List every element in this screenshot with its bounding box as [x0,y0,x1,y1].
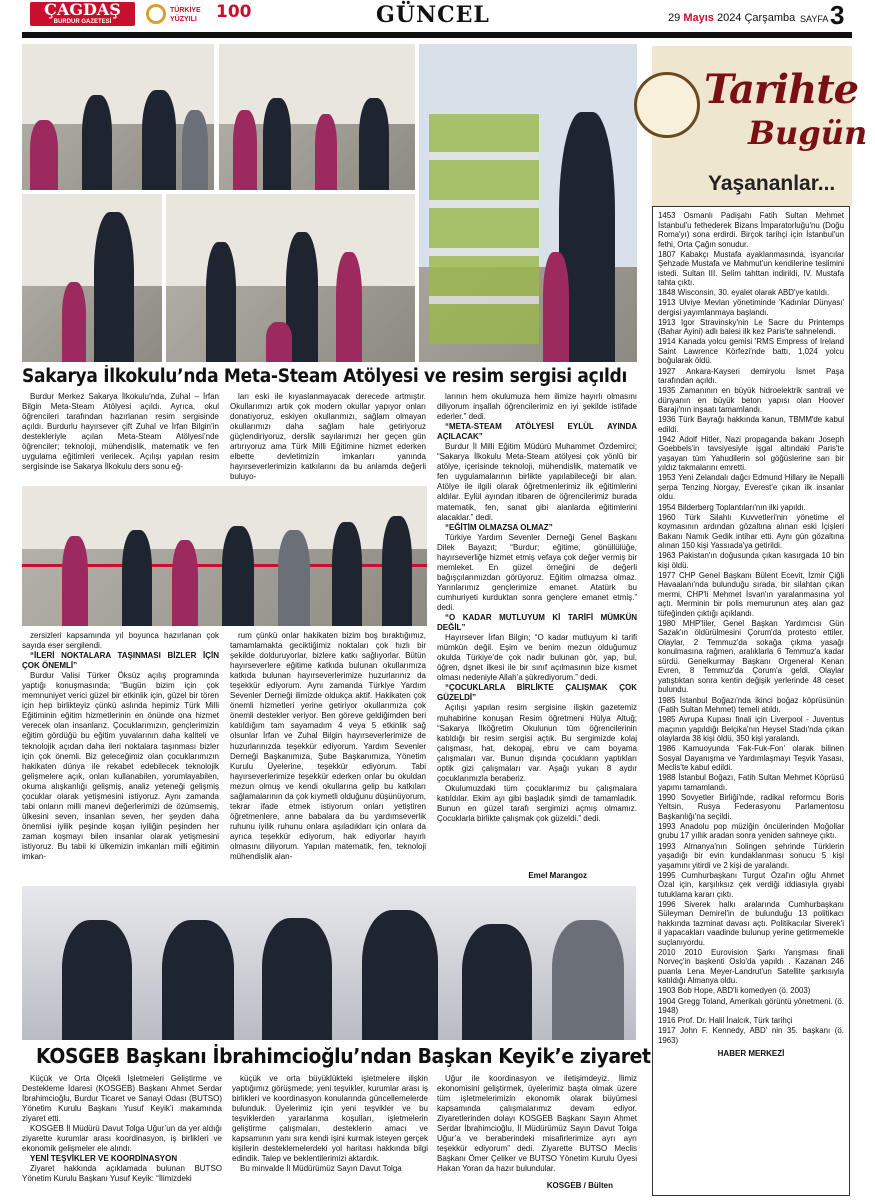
history-event: 1960 Türk Silahlı Kuvvetleri'nin yönetime el koymasının ardından gözaltına alınan eski İçişleri Bakanı Namık Gedik intihar etti. Aynı gün gözaltına alınan 150 kişi Yassıada'ya getirildi. [658,512,844,551]
history-event: 1807 Kabakçı Mustafa ayaklanmasında, isyancılar Şehzade Mustafa ve Mahmut'un kendilerine teslimini istedi. Sultan III. Selim tahttan indirildi, IV. Mustafa tahta çıktı. [658,249,844,288]
history-event: 1953 Yeni Zelandalı dağcı Edmund Hillary ile Nepalli şerpa Tenzing Norgay, Everest'e çıkan ilk insanlar oldu. [658,473,844,502]
history-event: 1935 Zamanının en büyük hidroelektrik santrali ve dünyanın en büyük beton yapısı olan Hoover Barajı'nın inşaatı tamamlandı. [658,386,844,415]
sidebar-title-line1: Tarihte [704,66,859,113]
page-label: SAYFA [800,14,829,24]
photo-ribbon-cutting [22,486,427,626]
history-event: 1963 Pakistan'ın doğusunda çıkan kasırgada 10 bin kişi öldü. [658,551,844,570]
article2-column-3 [437,1074,637,1186]
article1-lower-column-2 [230,631,426,883]
history-event: 1913 Igor Stravinsky'nin Le Sacre du Printemps (Bahar Ayini) adlı balesi ilk kez Paris'te sahnelendi. [658,317,844,337]
history-event: 1942 Adolf Hitler, Nazi propaganda bakanı Joseph Goebbels'in tavsiyesiyle işgal altındaki Paris'te yaşayan tüm Yahudilerin sol göğüslerine sarı bir yıldız takmalarını emretti. [658,434,844,473]
paragraph: Okulumuzdaki tüm çocuklarımız bu çalışmalara katıldılar. Ekim ayı gibi başladık şimdi de tamamladık. Bunun en güzel tarafı sergimizi açmış olmamız. Çocuklarla birlikte çalışmak çok güzeldi.” dedi. [437,783,637,823]
history-event: 1993 Anadolu pop müziğin öncülerinden Moğollar grubu 17 yıllık aradan sonra yeniden sahneye çıktı. [658,821,844,841]
section-title: GÜNCEL [376,2,490,28]
turkiye-yuzyili-emblem-icon [146,4,166,24]
history-event: 1927 Ankara-Kayseri demiryolu İsmet Paşa tarafından açıldı. [658,366,844,386]
turkiye-yuzyili-logo: TÜRKİYE YÜZYILI [146,2,208,28]
history-event: 1903 Bob Hope, ABD'li komedyen (ö. 2003) [658,986,811,996]
paragraph: KOSGEB İl Müdürü Davut Tolga Uğur’un da yer aldığı ziyarette kurumlar arası koordinasyon, iş birlikleri ve ekonomik gelişmeler ele alındı. [22,1124,222,1154]
paragraph: Ziyaret hakkında açıklamada bulunan BUTSO Yönetim Kurulu Başkanı Yusuf Keyik: “İlimizdeki [22,1164,222,1184]
article2-column-2 [232,1074,428,1196]
article-headline-kosgeb: KOSGEB Başkanı İbrahimcioğlu’ndan Başkan Keyik’e ziyaret [36,1044,651,1068]
paragraph: Burdur Valisi Türker Öksüz açılış programında yaptığı konuşmasında; “Bugün bizim için çok memnuniyet verici güzel bir etkinlik için, güzel bir tören için hep birlikteyiz çünkü aslında hepimiz Türk Milli Eğitiminin eğitim hizmetlerinin en önünde ona hizmet verecek olan insanlarız. Çocuklarımızın, gençlerimizin eğitim gördüğü bu eğitim yuvalarının daha kaliteli ve teknolojik açıdan daha ileri noktalara taşınması bizler için çok önemli. Biz geleceğimiz olan çocuklarımızın hakikaten dünya ile rekabet edebilecek teknolojik gelişmelere açık, onları kullanabilen, yorumlayabilen, okuma alışkanlığı gelişmiş, analiz yeteneği gelişmiş çocuklar olarak yetişmesini istiyoruz. Aynı zamanda tabi onların milli manevi değerlerimizi de özümsemiş, ülkesini seven, insanları seven, her şeyden daha önemlisi iyilik peşinde koşan iyiliğin peşinden her zaman koşmayı bilen insanlar olarak yetişmesini istiyoruz. Bu tabii ki ülkemizin imkanları milli eğitimin imkan- [22,671,219,862]
history-event: 1917 John F. Kennedy, ABD' nin 35. başkanı (ö. 1963) [658,1026,844,1045]
subheading: YENİ TEŞVİKLER VE KOORDİNASYON [30,1154,178,1164]
history-event: 1993 Almanya'nın Solingen şehrinde Türklerin yaşadığı bir evin kundaklanması sonucu 5 kişi yaşamını yitirdi ve 2 kişi de yaralandı. [658,841,844,870]
article1-column-1 [22,392,219,482]
history-event: 1913 Ulviye Mevlan yönetiminde 'Kadınlar Dünyası' dergisi yayımlanmaya başlandı. [658,298,844,317]
sidebar-header [652,46,868,206]
100-year-logo: 100 [216,2,252,22]
paragraph: Burdur İl Milli Eğitim Müdürü Muhammet Özdemirci; “Sakarya İlkokulu Meta-Steam atölyesi çok yönlü bir atölye, içerisinde teknoloji, mühendislik, matematik ve fen uygulamalarının birlikte yapılabileceği bir alan. Atölye ile ilgili olarak öğretmenlerimiz ilk eğitimlerini aldılar. Eylül ayından itibaren de öğrencilerimiz burada matematik, fen, sanat gibi alanlarda eğitimlerini alacaklar.” dedi. [437,442,637,522]
subheading: “META-STEAM ATÖLYESİ EYLÜL AYINDA AÇILACAK” [437,422,637,442]
history-event: 1995 Cumhurbaşkanı Turgut Özal'ın oğlu Ahmet Özal için, karşılıksız çek verdiği iddiasıyla gıyabi tutuklama kararı çıktı. [658,870,844,899]
photo-art-exhibition [419,44,637,362]
history-event: 1980 MHP'liler, Genel Başkan Yardımcısı Gün Sazak'ın öldürülmesini Çorum'da protesto ettiler. Olaylar, 2 Temmuz'da sokağa çıkma yasağı konulmasına rağmen, aralıklarla 6 Temmuz'a kadar sürdü. Genelkurmay Başkanı Orgeneral Kenan Evren, 8 Temmuz'da Çorum'a geldi. Olaylar yatıştıktan sonra kentin değişik yerlerinde 48 ceset bulundu. [658,618,844,695]
subheading: “O KADAR MUTLUYUM Kİ TARİFİ MÜMKÜN DEĞİL” [437,613,637,633]
page-number: 3 [830,0,845,30]
article1-lower-column-1 [22,631,219,883]
history-event: 1916 Prof. Dr. Halil İnalcık, Türk tarihçi [658,1016,793,1026]
article-headline-sakarya: Sakarya İlkokulu’nda Meta-Steam Atölyesi ve resim sergisi açıldı [22,366,628,387]
paragraph: Hayırsever İrfan Bilgin; “O kadar mutluyum ki tarifi mümkün değil. Eşim ve benim mezun olduğumuz okulda Türkiye’de çok nadir bulunan gör, yap, bul, öğren, dşnet ilkesi ile bir sınıf açılmasının bize kısmet olması nedeniyle Allah’a şükrediyorum.” dedi. [437,633,637,683]
history-event: 1848 Wisconsin, 30. eyalet olarak ABD'ye katıldı. [658,288,830,298]
paragraph: Açılışı yapılan resim sergisine ilişkin gazetemiz muhabirine konuşan Resim öğretmeni Hülya Altuğ; “Sakarya İlköğretim Okulunun tüm öğrencilerinin katıldığı bir resim sergisi açtık. Bu sergimizde kolaj çalışması, hat, dekopaj, ebru ve cam boyama çalışmaları var. Bunun dışında çocukların yaptıkları optik gizi çalışmaları var. Aşağı yukarı 8 aydır çocuklarımızla beraberiz. [437,703,637,783]
sidebar-title-line2: Bugün [748,114,868,152]
paragraph: Bu minvalde İl Müdürümüz Sayın Davut Tolga [240,1164,402,1174]
subheading: “İLERİ NOKTALARA TAŞINMASI BİZLER İÇİN ÇOK ÖNEMLİ” [22,651,219,671]
history-event: 1936 Türk Bayrağı hakkında kanun, TBMM'de kabul edildi. [658,415,844,434]
article2-column-1 [22,1074,222,1196]
paragraph: ları eski ile kıyaslanmayacak derecede artmıştır. Okullarımızı artık çok modern okullar yapıyor onları donatıyoruz, eskiyen okullarımızı, sağlam olmayan okullarımızı daha sağlam hale getiriyoruz güçlendiriyoruz, derslik sayılarımızı her geçen gün artırıyoruz ama Türk Milli Eğitimine hizmet ederken elbette devletimizin imkanları yanında hayırseverlerimizin katkılarını da bu anlamda değerli buluyo- [230,392,426,482]
photo-kosgeb-visit [22,886,636,1040]
history-event: 1914 Kanada yolcu gemisi 'RMS Empress of Ireland Saint Lawrence Körfezi'nde battı, 1,024 yolcu boğularak öldü. [658,337,844,366]
article1-column-2 [230,392,426,482]
clock-icon [634,72,700,138]
subheading: “ÇOCUKLARLA BİRLİKTE ÇALIŞMAK ÇOK GÜZELDİ” [437,683,637,703]
issue-date: 29 Mayıs 2024 Çarşamba [668,12,796,24]
history-event: 1954 Bilderberg Toplantıları'nın ilki yapıldı. [658,502,806,512]
history-events-list [652,206,850,1196]
article2-byline: KOSGEB / Bülten [546,1181,613,1190]
article1-column-3 [437,392,637,872]
history-event: 1985 Avrupa Kupası finali için Liverpool - Juventus maçının yapıldığı Belçika'nın Heysel Stadı'nda çıkan olaylarda 38 kişi öldü, 350 kişi yaralandı. [658,715,844,744]
history-event: 1985 İstanbul Boğazı'nda ikinci boğaz köprüsünün (Fatih Sultan Mehmet) temeli atıldı. [658,695,844,714]
paragraph: zersizleri kapsamında yıl boyunca hazırlanan çok sayıda eser sergilendi. [22,631,219,651]
paragraph: Türkiye Yardım Sevenler Derneği Genel Başkanı Dilek Bayazıt; “Burdur; eğitime, gönüllülüğe, hayırseverliğe hizmet etmiş vefaya çok değer vermiş bir memleket. En güzel örneğini de değerli bağışçılarımızdan görüyoruz. Eğitim olmazsa olmaz. Yarınlarımız gençlerimize emanet. Atatürk bu cumhuriyeti kurduktan sonra gençlere emanet etmiş.” dedi. [437,532,637,612]
paragraph: Burdur Merkez Sakarya İlkokulu’nda, Zuhal – İrfan Bilgin Meta-Steam Atölyesi açıldı. Ayrıca, okul öğrencileri tarafından hazırlanan resim sergisinde açıldı. Burdurlu hayırsever çift Zuhal ve İrfan Bilgin’in destekleriyle açılan Meta-Steam Atölyesi’nde öğrenciler; teknoloji, mühendislik, matematik ve fen uygulama eğitimleri verilecek. Açılışı yapılan resim sergisinde ise Sakarya İlkokulu ders sonu eğ- [22,392,219,472]
history-event: 1990 Sovyetler Birliği'nde, radikal reformcu Boris Yeltsin, Rusya Federasyonu Parlamentosu Başkanlığı'na seçildi. [658,792,844,821]
history-event: 1977 CHP Genel Başkanı Bülent Ecevit, İzmir Çiğli Havaalanı'nda bulunduğu sırada, bir silahtan çıkan mermi, CHP'li Mehmet İsvan'ın yaralanmasına yol açtı. Merminin bir polis memurunun ateş alan gaz tüfeğinden çıktığı açıklandı. [658,570,844,618]
article1-byline: Emel Marangoz [528,871,587,880]
paragraph: Uğur ile koordinasyon ve iletişimdeyiz. İlimiz ekonomisini geliştirmek, üyelerimiz başta olmak üzere tüm işletmelerimizin ekonomik olarak büyümesi kapsamında çalışmalarımız devam ediyor. Ziyaretlerinden dolayı KOSGEB Başkanı Sayın Ahmet Serdar İbrahimcioğlu, İl Müdürümüz Sayın Davut Tolga Uğur’a ve beraberindeki misafirlerimize ayrı ayrı teşekkür ediyorum” dedi. Ziyarette BUTSO Meclis Başkanı Ömer Çeliker ve BUTSO Yönetim Kurulu Üyesi Hakan Yoran da hazır bulundular. [437,1074,637,1174]
paragraph: larının hem okulumuza hem ilimize hayırlı olmasını diliyorum inşallah öğrencilerimiz en iyi şekilde istifade ederler.” dedi. [437,392,637,422]
history-event: 1904 Gregg Toland, Amerikalı görüntü yönetmeni. (ö. 1948) [658,996,844,1016]
photo-group-classroom [219,44,415,190]
history-event: 1986 Kamuoyunda 'Fak-Fuk-Fon' olarak bilinen Sosyal Dayanışma ve Yardımlaşmayı Teşvik Yasası, Meclis'te kabul edildi. [658,744,844,773]
sidebar-source: HABER MERKEZİ [717,1049,785,1059]
history-event: 2010 2010 Eurovision Şarkı Yarışması finali Norveç'in başkenti Oslo'da yapıldı . Kazanan 246 puanla Lena Meyer-Landrut'un Satellite şarkısıyla katıldığı Almanya oldu. [658,947,844,986]
photo-ceremony-handshake [22,44,214,190]
history-event: 1996 Siverek halkı aralarında Cumhurbaşkanı Süleyman Demirel'in de bulunduğu 13 politikacı hakkında tazminat davası açtı. Politikacılar Siverek'i il yapacakları vaadinde bulunup yerine getirmemekle suçlanıyordu. [658,899,844,947]
photo-official-with-child [22,194,162,362]
newspaper-logo: ÇAĞDAŞ BURDUR GAZETESİ [30,2,135,26]
paragraph: Küçük ve Orta Ölçekli İşletmeleri Geliştirme ve Destekleme İdaresi (KOSGEB) Başkanı Ahmet Serdar İbrahimcioğlu, Burdur Ticaret ve Sanayi Odası (BUTSO) Yönetim Kurulu Başkanı Yusuf Keyik’i makamında ziyaret etti. [22,1074,222,1124]
photo-steam-workshop [166,194,415,362]
masthead-rule [22,32,852,38]
sidebar-title-line3: Yaşananlar... [708,172,836,195]
history-event: 1988 İstanbul Boğazı, Fatih Sultan Mehmet Köprüsü yapımı tamamlandı. [658,773,844,792]
paragraph: rum çünkü onlar hakikaten bizim boş bıraktığımız, tamamlamakta geciktiğimiz noktaları çok hızlı bir şekilde dolduruyorlar, bizlere katkı sağlıyorlar. Bütün hayırseverlere eğitime katkıda bulunan okullarımıza katkıda bulunan hayırseverlerimize huzurlarınız da teşekkür ediyorum. Aynı zamanda Türkiye Yardım Sevenler Derneği ilimizde oldukça aktif. Hakikaten çok önemli hizmetleri yerine getiriyor okullarımıza çok önemli destekler veriyor. Ben göreve geldiğimden beri katıldığım tam sayamadım 4 veya 5 etkinlik sağ olsunlar İrfan ve Zuhal Bilgin hayırseverlerimize de huzurlarınızda teşekkür ediyorum. Yardım Sevenler Derneği Başkanımıza, Şube Başkanımıza, Yönetim Kurulu Üyelerine, teşekkür ediyorum. Tabi hayırseverlerimize teşekkür ederken onlar bu okuldan mezun olmuş ve kendi okullarına gelip bu katkıları sağlamalarının da çok kıymetli olduğunu düşünüyorum, tekrar ifade etmek istiyorum onları yetiştiren öğretmenlere, anne babalara da bu yardımseverlik ruhunu iyilik ruhunu onlara aşıladıkları için onlara da ayrıca teşekkür ediyorum, hak ediyorlar hayırlı olmasını diliyorum. Yapılan matematik, fen, teknoloji mühendislik alan- [230,631,426,862]
subheading: “EĞİTİM OLMAZSA OLMAZ” [445,522,553,532]
paragraph: küçük ve orta büyüklükteki işletmelere ilişkin yaptığımız görüşmede; yeni teşvikler, kurumlar arası iş birlikleri ve koordinasyon konularında güncellemelerde bulunduk. Üyelerimiz için yeni teşvikler ve bu teşviklerden yararlanma koşulları, işletmelerin geliştirme çalışmaları, desteklerin amacı ve kapsamının yanı sıra kendi işini kurmak isteyen gerçek kişilerin desteklemelerdeki yol haritası hakkında bilgi edindik. Talep ve beklentilerimizi aktardık. [232,1074,428,1164]
history-event: 1453 Osmanlı Padişahı Fatih Sultan Mehmet İstanbul'u fethederek Bizans İmparatorluğu'nu (Doğu Roma'yı) sona erdirdi. Birçok tarihçi için İstanbul'un fethi, Orta Çağın sonudur. [658,211,844,249]
